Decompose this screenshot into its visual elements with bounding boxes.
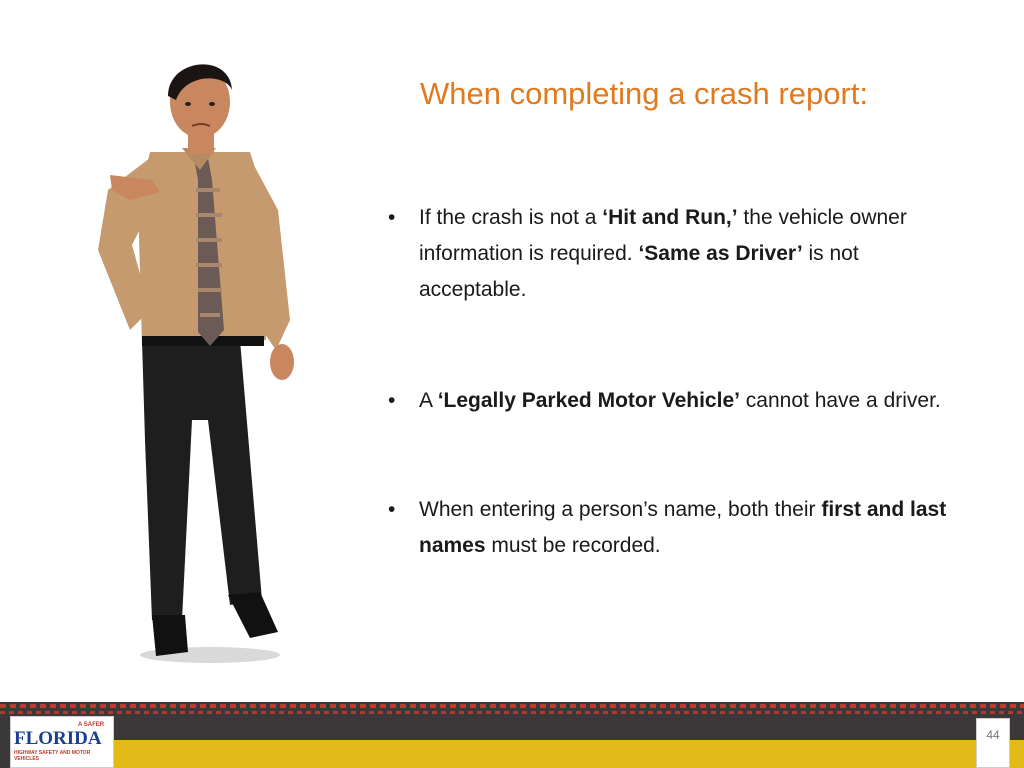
bullet-emphasis: ‘Hit and Run,’ [602, 206, 738, 229]
logo-subtitle: HIGHWAY SAFETY AND MOTOR VEHICLES [14, 750, 91, 762]
logo-text: FLORIDA [14, 728, 102, 749]
road-yellow-line [110, 740, 1024, 768]
bullet-text: must be recorded. [485, 534, 661, 557]
page-number: 44 [986, 728, 1000, 742]
bullet-text: A [419, 389, 438, 412]
bullet-list [388, 200, 948, 564]
bullet-text: If the crash is not a [419, 206, 603, 229]
bullet-item [388, 492, 948, 564]
bullet-emphasis: ‘Same as Driver’ [638, 242, 803, 265]
footer-dash-line [0, 704, 1024, 708]
bullet-text: the vehicle owner information is required. [419, 206, 907, 265]
bullet-text: When entering a person’s name, both their [419, 498, 822, 521]
bullet-dot: • [388, 389, 396, 412]
bullet-item [388, 200, 948, 308]
footer-dash-line [0, 711, 1024, 714]
bullet-dot: • [388, 498, 396, 521]
page-number-box [976, 718, 1010, 768]
bullet-text: is not acceptable. [419, 242, 859, 301]
slide-title: When completing a crash report: [420, 76, 868, 111]
bullet-item [388, 383, 948, 419]
logo-tagline: A SAFER [78, 722, 105, 728]
bullet-dot: • [388, 206, 396, 229]
bullet-emphasis: ‘Legally Parked Motor Vehicle’ [437, 389, 740, 412]
bullet-text: cannot have a driver. [739, 389, 941, 412]
person-photo [90, 40, 310, 670]
bullet-emphasis: first and last names [419, 498, 947, 557]
